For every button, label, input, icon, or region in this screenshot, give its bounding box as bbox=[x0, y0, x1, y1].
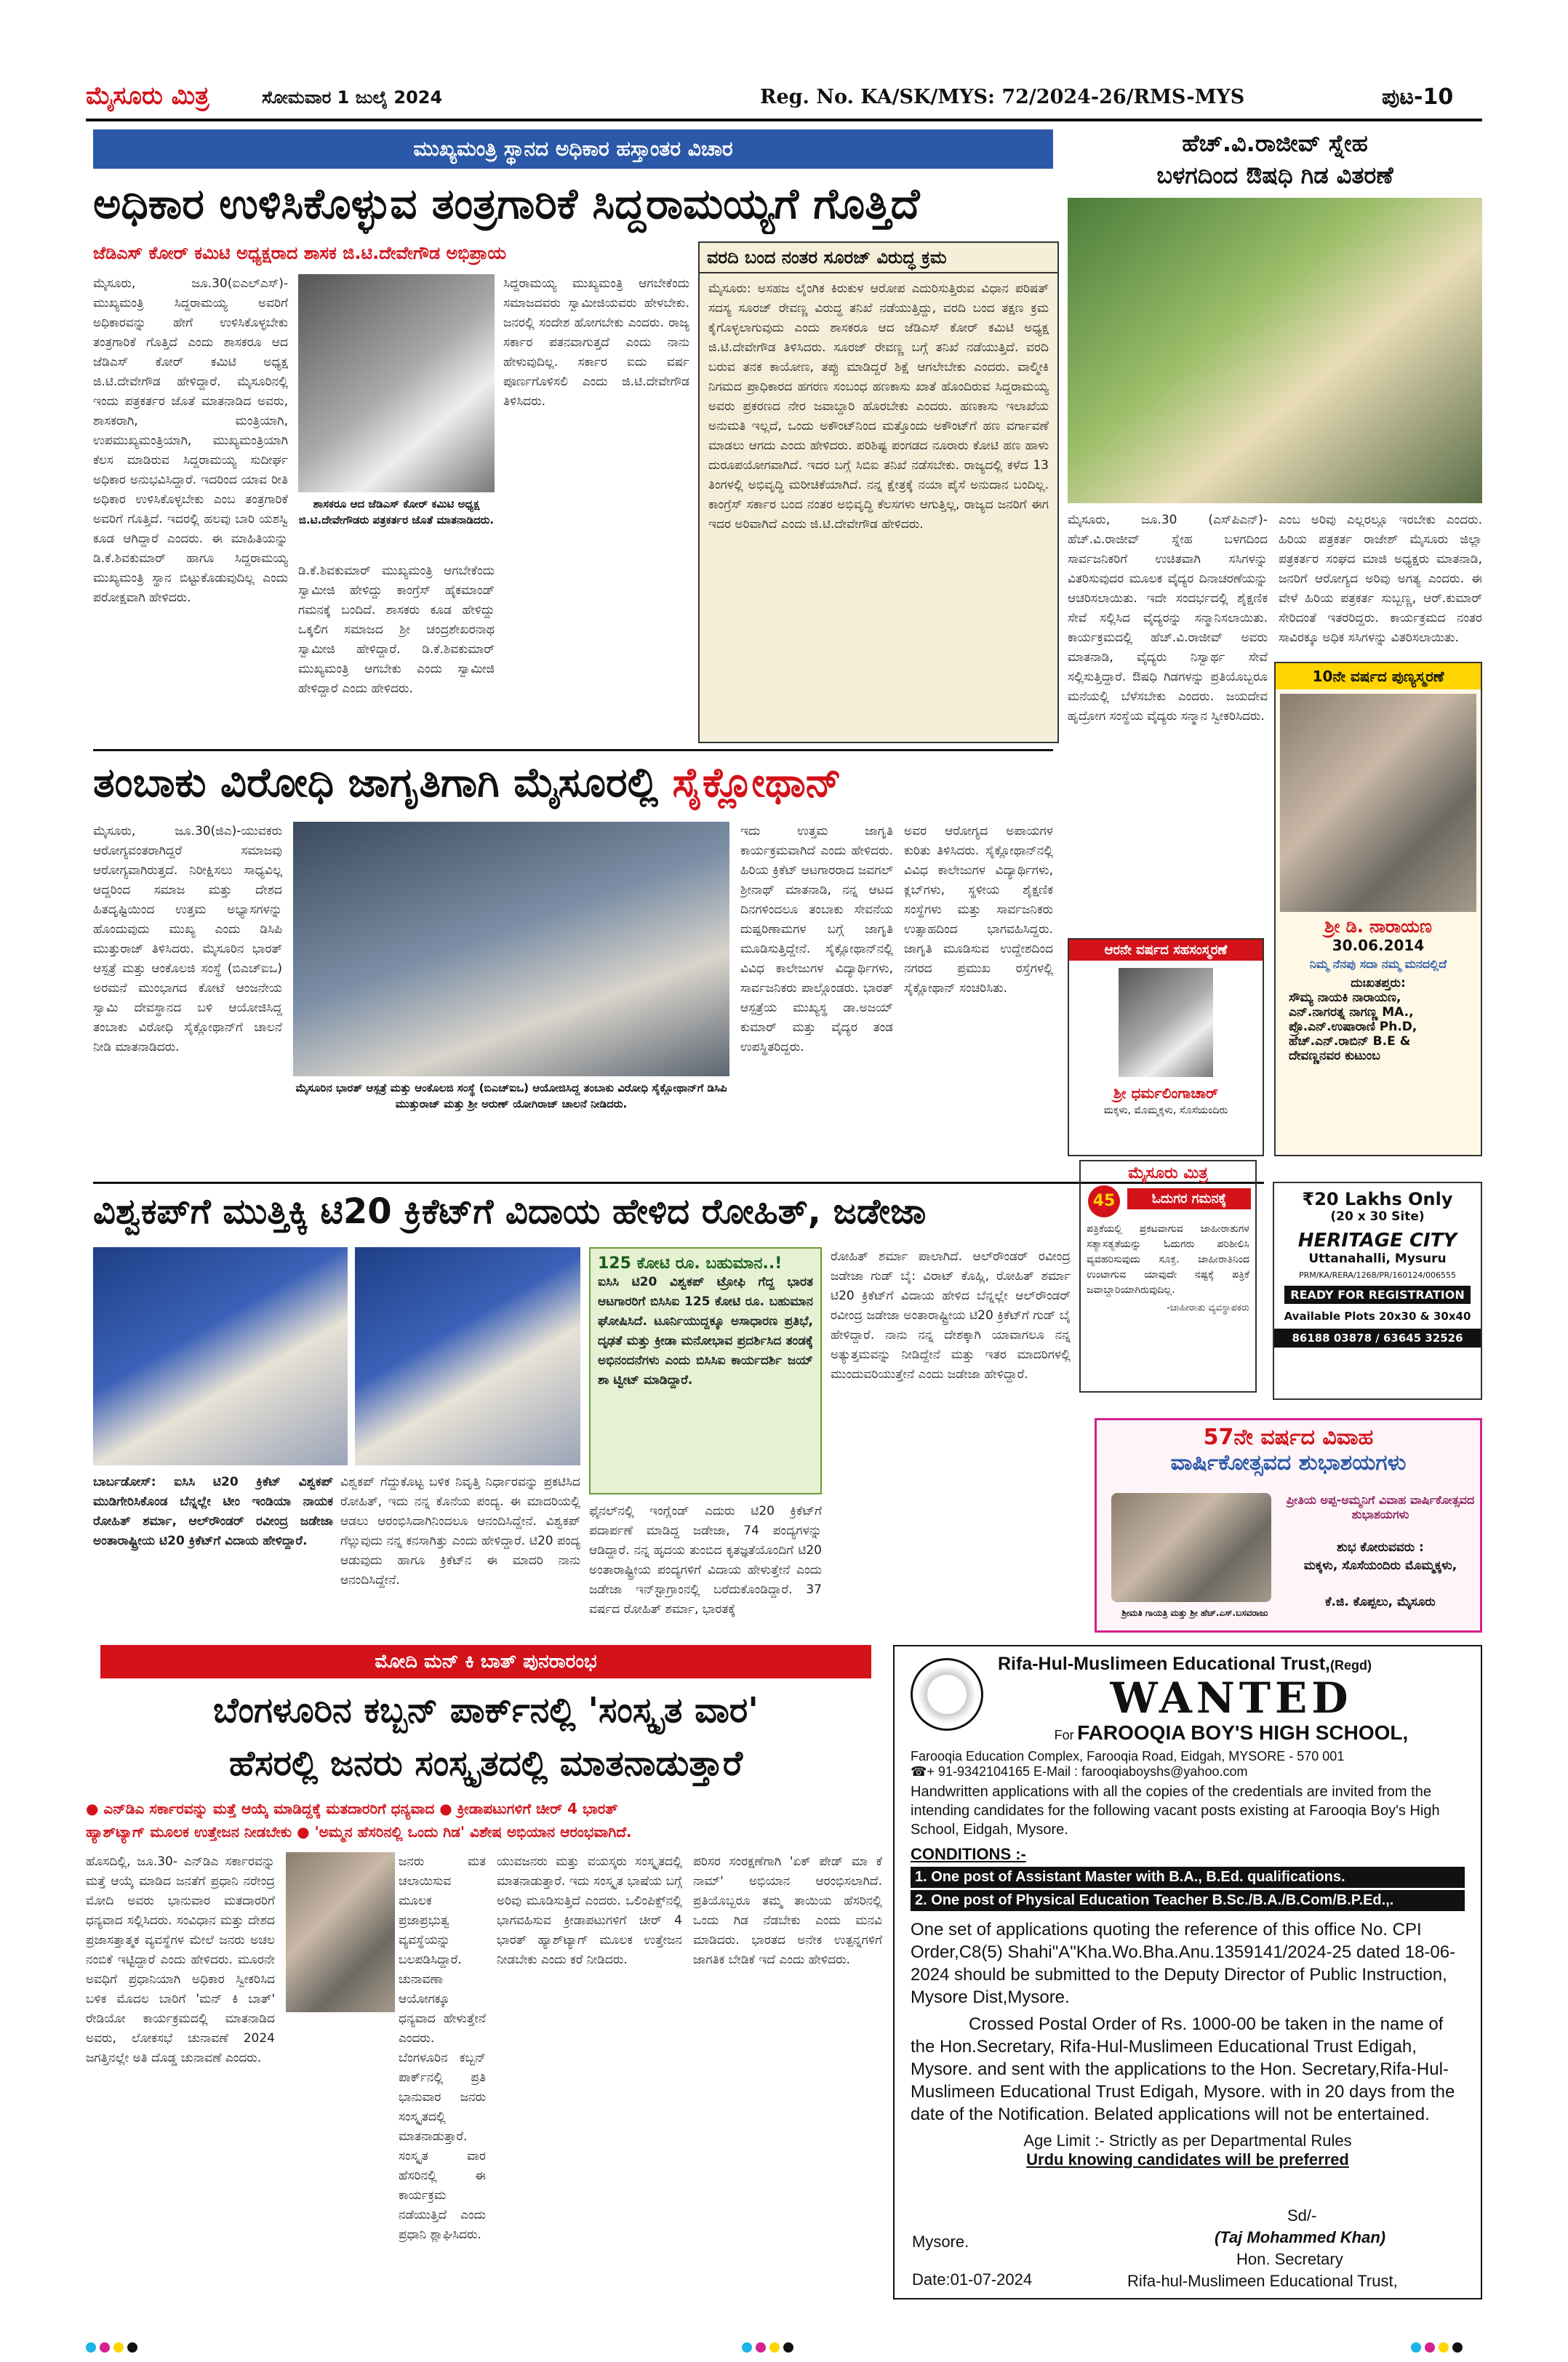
registration-marks-left bbox=[86, 2342, 137, 2355]
cricket-prize-box bbox=[589, 1247, 822, 1494]
wanted-hon-secretary: Hon. Secretary bbox=[1236, 2250, 1343, 2268]
prize-box-title: 125 ಕೋಟಿ ರೂ. ಬಹುಮಾನ..! bbox=[598, 1254, 783, 1273]
story-rajeev-plants bbox=[1068, 125, 1482, 724]
couple-photo bbox=[1111, 1493, 1271, 1602]
wanted-para-2: Crossed Postal Order of Rs. 1000-00 be taken in the name of the Hon.Secretary, Rifa-Hul-Muslimeen Educational Trust Edigah, Mysore. and sent with the applications to the Hon. Secretary,Rifa-Hul-Muslimeen Educational Trust Edigah, Mysore. with in 20 days from the date of the Notification. Belated applications will not be entertained. bbox=[911, 2014, 1455, 2124]
wanted-school: FAROOQIA BOY'S HIGH SCHOOL, bbox=[1077, 1721, 1409, 1744]
mkb-bullets-row-1 bbox=[86, 1798, 886, 1819]
wanted-post-2: 2. One post of Physical Education Teacher B.Sc./B.A./B.Com/B.P.Ed.,. bbox=[911, 1890, 1465, 1911]
cyclothon-headline-black: ತಂಬಾಕು ವಿರೋಧಿ ಜಾಗೃತಿಗಾಗಿ ಮೈಸೂರಲ್ಲಿ bbox=[93, 759, 658, 806]
mitra-notice-box bbox=[1079, 1160, 1257, 1393]
memorial-date: 30.06.2014 bbox=[1332, 937, 1425, 954]
rajeev-column-2: ಎಂಬ ಅರಿವು ಎಲ್ಲರಲ್ಲೂ ಇರಬೇಕು ಎಂದರು. ಹಿರಿಯ ಪತ್ರಕರ್ತ ರಾಜೇಶ್ ಮೈಸೂರು ಜಿಲ್ಲಾ ಪತ್ರಕರ್ತರ ಸಂಘದ ಮಾಜಿ ಅಧ್ಯಕ್ಷರು ಮಾತನಾಡಿ, ಜನರಿಗೆ ಆರೋಗ್ಯದ ಅರಿವು ಅಗತ್ಯ ಎಂದರು. ಈ ವೇಳೆ ಹಿರಿಯ ಪತ್ರಕರ್ತ ಸುಬ್ಬಣ್ಣ, ಆರ್.ಕುಮಾರ್ ಸೇರಿದಂತೆ ಇತರರಿದ್ದರು. ಕಾರ್ಯಕ್ರಮದ ನಂತರ ಸಾವಿರಕ್ಕೂ ಅಧಿಕ ಸಸಿಗಳನ್ನು ವಿತರಿಸಲಾಯಿತು. bbox=[1279, 513, 1482, 645]
heritage-place: Uttanahalli, Mysuru bbox=[1308, 1252, 1447, 1266]
cricket-column-2: ಫೈನಲ್‌ನಲ್ಲಿ ಇಂಗ್ಲೆಂಡ್ ಎದುರು ಟಿ20 ಕ್ರಿಕೆಟ್‌ಗೆ ಪದಾರ್ಪಣೆ ಮಾಡಿದ್ದ ಜಡೇಜಾ, 74 ಪಂದ್ಯಗಳನ್ನು ಆಡಿದ್ದಾರೆ. ನನ್ನ ಹೃದಯ ತುಂಬಿದ ಕೃತಜ್ಞತೆಯೊಂದಿಗೆ ಟಿ20 ಅಂತಾರಾಷ್ಟ್ರೀಯ ಪಂದ್ಯಗಳಿಗೆ ವಿದಾಯ ಹೇಳುತ್ತೇನೆ ಎಂದು ಜಡೇಜಾ ಇನ್‌ಸ್ಟಾಗ್ರಾಂನಲ್ಲಿ ಬರೆದುಕೊಂಡಿದ್ದಾರೆ. 37 ವರ್ಷದ ರೋಹಿತ್ ಶರ್ಮಾ, ಭಾರತಕ್ಕೆ bbox=[589, 1504, 822, 1617]
story1-column-1: ಮೈಸೂರು, ಜೂ.30(ಐಎಲ್‌ಎಸ್)- ಮುಖ್ಯಮಂತ್ರಿ ಸಿದ್ದರಾಮಯ್ಯ ಅವರಿಗೆ ಅಧಿಕಾರವನ್ನು ಹೇಗೆ ಉಳಿಸಿಕೊಳ್ಳಬೇಕು ತಂತ್ರಗಾರಿಕೆ ಗೊತ್ತಿದೆ ಎಂದು ಶಾಸಕರೂ ಆದ ಜೆಡಿಎಸ್ ಕೋರ್ ಕಮಿಟಿ ಅಧ್ಯಕ್ಷ ಜಿ.ಟಿ.ದೇವೇಗೌಡ ಹೇಳಿದ್ದಾರೆ. ಮೈಸೂರಿನಲ್ಲಿ ಇಂದು ಪತ್ರಕರ್ತರ ಜೊತೆ ಮಾತನಾಡಿದ ಅವರು, ಶಾಸಕರಾಗಿ, ಮಂತ್ರಿಯಾಗಿ, ಉಪಮುಖ್ಯಮಂತ್ರಿಯಾಗಿ, ಮುಖ್ಯಮಂತ್ರಿಯಾಗಿ ಕೆಲಸ ಮಾಡಿರುವ ಸಿದ್ದರಾಮಯ್ಯ ಸುದೀರ್ಘ ಅಧಿಕಾರ ಅನುಭವಿಸಿದ್ದಾರೆ. ಇದರಿಂದ ಯಾವ ರೀತಿ ಅಧಿಕಾರ ಉಳಿಸಿಕೊಳ್ಳಬೇಕು ಎಂಬ ತಂತ್ರಗಾರಿಕೆ ಅವರಿಗೆ ಗೊತ್ತಿದೆ. ಇದರಲ್ಲಿ ಹಲವು ಬಾರಿ ಯಶಸ್ವಿ ಕೂಡ ಆಗಿದ್ದಾರೆ ಎಂದರು. ಈ ಮಾಹಿತಿಯನ್ನು ಡಿ.ಕೆ.ಶಿವಕುಮಾರ್ ಹಾಗೂ ಸಿದ್ದರಾಮಯ್ಯ ಮುಖ್ಯಮಂತ್ರಿ ಸ್ಥಾನ ಬಿಟ್ಟುಕೊಡುವುದಿಲ್ಲ ಎಂದು ಪರೋಕ್ಷವಾಗಿ ಹೇಳಿದರು. bbox=[93, 276, 288, 605]
mkb-column-3: ಯುವಜನರು ಮತ್ತು ವಯಸ್ಕರು ಸಂಸ್ಕೃತದಲ್ಲಿ ಮಾತನಾಡುತ್ತಾರೆ. ಇದು ಸಂಸ್ಕೃತ ಭಾಷೆಯ ಬಗ್ಗೆ ಅರಿವು ಮೂಡಿಸುತ್ತಿದೆ ಎಂದರು. ಒಲಿಂಪಿಕ್ಸ್‌ನಲ್ಲಿ ಭಾಗವಹಿಸುವ ಕ್ರೀಡಾಪಟುಗಳಿಗೆ ಚೀರ್ 4 ಭಾರತ್ ಹ್ಯಾಶ್‌ಟ್ಯಾಗ್ ಮೂಲಕ ಉತ್ತೇಜನ ನೀಡಬೇಕು ಎಂದು ಕರೆ ನೀಡಿದರು. bbox=[497, 1854, 682, 1967]
rajeev-column-1: ಮೈಸೂರು, ಜೂ.30 (ಎಸ್‌ಪಿಎನ್)- ಹೆಚ್.ವಿ.ರಾಜೀವ್ ಸ್ನೇಹ ಬಳಗದಿಂದ ಸಾರ್ವಜನಿಕರಿಗೆ ಉಚಿತವಾಗಿ ಸಸಿಗಳನ್ನು ವಿತರಿಸುವುದರ ಮೂಲಕ ವೈದ್ಯರ ದಿನಾಚರಣೆಯನ್ನು ಆಚರಿಸಲಾಯಿತು. ಇದೇ ಸಂದರ್ಭದಲ್ಲಿ ಶೈಕ್ಷಣಿಕ ಸೇವೆ ಸಲ್ಲಿಸಿದ ವೈದ್ಯರನ್ನು ಸನ್ಮಾನಿಸಲಾಯಿತು. ಕಾರ್ಯಕ್ರಮದಲ್ಲಿ ಹೆಚ್.ವಿ.ರಾಜೀವ್ ಅವರು ಮಾತನಾಡಿ, ವೈದ್ಯರು ನಿಸ್ವಾರ್ಥ ಸೇವೆ ಸಲ್ಲಿಸುತ್ತಿದ್ದಾರೆ. ಔಷಧಿ ಗಿಡಗಳನ್ನು ಪ್ರತಿಯೊಬ್ಬರೂ ಮನೆಯಲ್ಲಿ ಬೆಳೆಸಬೇಕು ಎಂದರು. ಜಯದೇವ ಹೃದ್ರೋಗ ಸಂಸ್ಥೆಯ ವೈದ್ಯರು ಸನ್ಮಾನ ಸ್ವೀಕರಿಸಿದರು. bbox=[1068, 513, 1268, 724]
story1-subhead: ಜೆಡಿಎಸ್ ಕೋರ್ ಕಮಿಟಿ ಅಧ್ಯಕ್ಷರಾದ ಶಾಸಕ ಜಿ.ಟಿ.ದೇವೇಗೌಡ ಅಭಿಪ್ರಾಯ bbox=[93, 243, 507, 263]
mkb-column-1: ಹೊಸದಿಲ್ಲಿ, ಜೂ.30- ಎನ್‌ಡಿಎ ಸರ್ಕಾರವನ್ನು ಮತ್ತೆ ಆಯ್ಕೆ ಮಾಡಿದ ಜನತೆಗೆ ಪ್ರಧಾನಿ ನರೇಂದ್ರ ಮೋದಿ ಅವರು ಭಾನುವಾರ ಮತದಾರರಿಗೆ ಧನ್ಯವಾದ ಸಲ್ಲಿಸಿದರು. ಸಂವಿಧಾನ ಮತ್ತು ದೇಶದ ಪ್ರಜಾಸತ್ತಾತ್ಮಕ ವ್ಯವಸ್ಥೆಗಳ ಮೇಲೆ ಜನರು ಅಚಲ ನಂಬಿಕೆ ಇಟ್ಟಿದ್ದಾರೆ ಎಂದು ಹೇಳಿದರು. ಮೂರನೇ ಅವಧಿಗೆ ಪ್ರಧಾನಿಯಾಗಿ ಅಧಿಕಾರ ಸ್ವೀಕರಿಸಿದ ಬಳಿಕ ಮೊದಲ ಬಾರಿಗೆ 'ಮನ್ ಕಿ ಬಾತ್' ರೇಡಿಯೋ ಕಾರ್ಯಕ್ರಮದಲ್ಲಿ ಮಾತನಾಡಿದ ಅವರು, ಲೋಕಸಭೆ ಚುನಾವಣೆ 2024 ಜಗತ್ತಿನಲ್ಲೇ ಅತಿ ದೊಡ್ಡ ಚುನಾವಣೆ ಎಂದರು. bbox=[86, 1854, 275, 2065]
memorial-mourner-1: ಸೌಮ್ಯ ನಾಯಕಿ ನಾರಾಯಣ, bbox=[1289, 990, 1401, 1005]
wanted-para-1: One set of applications quoting the reference of this office No. CPI Order,C8(5) Shahi"A"Kha.Wo.Bha.Anu.1359141/2024-25 dated 18-06-2024 should be submitted to the Deputy Director of Public Instruction, Mysore Dist,Mysore. bbox=[911, 1920, 1456, 2007]
masthead bbox=[0, 0, 1568, 124]
bullet-dot-icon: ● bbox=[439, 1800, 452, 1817]
small-anniversary-line: ಮಕ್ಕಳು, ಮೊಮ್ಮಕ್ಕಳು, ಸೊಸೆಯಂದಿರು bbox=[1103, 1105, 1228, 1116]
story-cricket bbox=[86, 1164, 1257, 1633]
cyclothon-top-rule bbox=[93, 749, 1053, 751]
masthead-divider bbox=[86, 119, 1482, 121]
wedding-title-1: 57ನೇ ವರ್ಷದ ವಿವಾಹ bbox=[1203, 1425, 1374, 1450]
heritage-size: (20 x 30 Site) bbox=[1330, 1209, 1425, 1224]
cricket-photo-caption: ಬಾರ್ಬಡೋಸ್: ಐಸಿಸಿ ಟಿ20 ಕ್ರಿಕೆಟ್ ವಿಶ್ವಕಪ್ ಮುಡಿಗೇರಿಸಿಕೊಂಡ ಬೆನ್ನಲ್ಲೇ ಟೀಂ ಇಂಡಿಯಾ ನಾಯಕ ರೋಹಿತ್ ಶರ್ಮಾ, ಆಲ್‌ರೌಂಡರ್ ರವೀಂದ್ರ ಜಡೇಜಾ ಅಂತಾರಾಷ್ಟ್ರೀಯ ಟಿ20 ಕ್ರಿಕೆಟ್‌ಗೆ ವಿದಾಯ ಹೇಳಿದ್ದಾರೆ. bbox=[93, 1475, 333, 1548]
wanted-date: Date:01-07-2024 bbox=[912, 2270, 1033, 2289]
wanted-place: Mysore. bbox=[912, 2233, 969, 2251]
story1-kicker: ಮುಖ್ಯಮಂತ್ರಿ ಸ್ಥಾನದ ಅಧಿಕಾರ ಹಸ್ತಾಂತರ ವಿಚಾರ bbox=[93, 129, 1053, 169]
story-cyclothon bbox=[86, 749, 1060, 1164]
wanted-ad bbox=[893, 1645, 1482, 2299]
heritage-name: HERITAGE CITY bbox=[1297, 1230, 1457, 1252]
narayana-photo bbox=[1280, 694, 1476, 912]
wedding-anniversary-ad bbox=[1095, 1418, 1482, 1633]
mkb-bullet-3: ಹ್ಯಾಶ್‌ಟ್ಯಾಗ್ ಮೂಲಕ ಉತ್ತೇಜನ ನೀಡಬೇಕು bbox=[86, 1823, 292, 1841]
masthead-logo: ಮೈಸೂರು ಮಿತ್ರ bbox=[86, 81, 209, 111]
mitra-box-sign: -ಜಾಹೀರಾತು ವ್ಯವಸ್ಥಾಪಕರು bbox=[1167, 1302, 1249, 1313]
story1-headline: ಅಧಿಕಾರ ಉಳಿಸಿಕೊಳ್ಳುವ ತಂತ್ರಗಾರಿಕೆ ಸಿದ್ದರಾಮಯ್ಯಗೆ ಗೊತ್ತಿದೆ bbox=[93, 179, 920, 228]
prize-box-body: ಐಸಿಸಿ ಟಿ20 ವಿಶ್ವಕಪ್ ಟ್ರೋಫಿ ಗೆದ್ದ ಭಾರತ ಆಟಗಾರರಿಗೆ ಬಿಸಿಸಿಐ 125 ಕೋಟಿ ರೂ. ಬಹುಮಾನ ಘೋಷಿಸಿದೆ. ಟೂರ್ನಿಯುದ್ದಕ್ಕೂ ಅಸಾಧಾರಣ ಪ್ರತಿಭೆ, ದೃಢತೆ ಮತ್ತು ಕ್ರೀಡಾ ಮನೋಭಾವ ಪ್ರದರ್ಶಿಸಿದ ತಂಡಕ್ಕೆ ಅಭಿನಂದನೆಗಳು ಎಂದು ಬಿಸಿಸಿಐ ಕಾರ್ಯದರ್ಶಿ ಜಯ್ ಶಾ ಟ್ವೀಟ್ ಮಾಡಿದ್ದಾರೆ. bbox=[598, 1275, 813, 1388]
memorial-mourner-4: ಹೆಚ್.ಎನ್.ರಾಬಿನ್ B.E & bbox=[1289, 1034, 1411, 1049]
wanted-trust-regd: (Regd) bbox=[1330, 1658, 1372, 1673]
gt-devegowda-photo bbox=[298, 274, 495, 492]
suraj-headline: ವರದಿ ಬಂದ ನಂತರ ಸೂರಜ್ ವಿರುದ್ಧ ಕ್ರಮ bbox=[700, 243, 1057, 273]
wedding-text-2: ಶುಭ ಕೋರುವವರು : bbox=[1337, 1540, 1424, 1555]
mkb-bullet-4: 'ಅಮ್ಮನ ಹೆಸರಿನಲ್ಲಿ ಒಂದು ಗಿಡ' ವಿಶೇಷ ಅಭಿಯಾನ ಆರಂಭವಾಗಿದೆ. bbox=[314, 1823, 632, 1841]
wanted-sd: Sd/- bbox=[1287, 2206, 1317, 2225]
suraj-body: ಮೈಸೂರು: ಅಸಹಜ ಲೈಂಗಿಕ ಕಿರುಕುಳ ಆರೋಪ ಎದುರಿಸುತ್ತಿರುವ ವಿಧಾನ ಪರಿಷತ್ ಸದಸ್ಯ ಸೂರಜ್ ರೇವಣ್ಣ ವಿರುದ್ಧ ತನಿಖೆ ನಡೆಯುತ್ತಿದ್ದು, ವರದಿ ಬಂದ ತಕ್ಷಣ ಕ್ರಮ ಕೈಗೊಳ್ಳಲಾಗುವುದು ಎಂದು ಶಾಸಕರೂ ಆದ ಜೆಡಿಎಸ್ ಕೋರ್ ಕಮಿಟಿ ಅಧ್ಯಕ್ಷ ಜಿ.ಟಿ.ದೇವೇಗೌಡ ತಿಳಿಸಿದರು. ಸೂರಜ್ ರೇವಣ್ಣ ಬಗ್ಗೆ ತನಿಖೆ ನಡೆಯುತ್ತಿದೆ. ವರದಿ ಬರುವ ತನಕ ಕಾಯೋಣ, ತಪ್ಪು ಮಾಡಿದ್ದರೆ ಶಿಕ್ಷೆ ಆಗಲೇಬೇಕು ಎಂದರು. ವಾಲ್ಮೀಕಿ ನಿಗಮದ ಪ್ರಾಧಿಕಾರದ ಹಗರಣ ಸಂಬಂಧ ಹಣಕಾಸು ಖಾತೆ ಹೊಂದಿರುವ ಸಿದ್ದರಾಮಯ್ಯ ಅವರು ಪ್ರಕರಣದ ನೇರ ಜವಾಬ್ದಾರಿ ಹೊರಬೇಕು ಎಂದರು. ಹಣಕಾಸು ಇಲಾಖೆಯ ಅನುಮತಿ ಇಲ್ಲದೆ, ಒಂದು ಅಕೌಂಟ್‌ನಿಂದ ಮತ್ತೊಂದು ಅಕೌಂಟ್‌ಗೆ ಹಣ ವರ್ಗಾವಣೆ ಮಾಡಲು ಆಗದು ಎಂದು ಹೇಳಿದರು. ಪರಿಶಿಷ್ಟ ಪಂಗಡದ ನೂರಾರು ಕೋಟಿ ಹಣ ಹಾಳು ದುರೂಪಯೋಗವಾಗಿದೆ. ಇದರ ಬಗ್ಗೆ ಸಿಬಿಐ ತನಿಖೆ ನಡೆಸಬೇಕು. ರಾಜ್ಯದಲ್ಲಿ ಕಳೆದ 13 ತಿಂಗಳಲ್ಲಿ ಅಭಿವೃದ್ಧಿ ಮರೀಚಿಕೆಯಾಗಿದೆ. ನನ್ನ ಕ್ಷೇತ್ರಕ್ಕೆ ನಯಾ ಪೈಸೆ ಅನುದಾನ ಬಂದಿಲ್ಲ. ಕಾಂಗ್ರೆಸ್ ಸರ್ಕಾರ ಬಂದ ನಂತರ ಅಭಿವೃದ್ಧಿ ಕೆಲಸಗಳು ಆಗುತ್ತಿಲ್ಲ, ರಾಜ್ಯದ ಜನರಿಗೆ ಈಗ ಇದರ ಅರಿವಾಗಿದೆ ಎಂದು ಜಿ.ಟಿ.ದೇವೇಗೌಡ ಹೇಳಿದರು. bbox=[708, 281, 1049, 532]
mkb-column-2: ಜನರು ಮತ ಚಲಾಯಿಸುವ ಮೂಲಕ ಪ್ರಜಾಪ್ರಭುತ್ವ ವ್ಯವಸ್ಥೆಯನ್ನು ಬಲಪಡಿಸಿದ್ದಾರೆ. ಚುನಾವಣಾ ಆಯೋಗಕ್ಕೂ ಧನ್ಯವಾದ ಹೇಳುತ್ತೇನೆ ಎಂದರು. ಬೆಂಗಳೂರಿನ ಕಬ್ಬನ್ ಪಾರ್ಕ್‌ನಲ್ಲಿ ಪ್ರತಿ ಭಾನುವಾರ ಜನರು ಸಂಸ್ಕೃತದಲ್ಲಿ ಮಾತನಾಡುತ್ತಾರೆ. ಸಂಸ್ಕೃತ ವಾರ ಹೆಸರಿನಲ್ಲಿ ಈ ಕಾರ್ಯಕ್ರಮ ನಡೆಯುತ್ತಿದೆ ಎಂದು ಪ್ರಧಾನಿ ಶ್ಲಾಘಿಸಿದರು. bbox=[399, 1854, 486, 2242]
story1-column-2: ಡಿ.ಕೆ.ಶಿವಕುಮಾರ್ ಮುಖ್ಯಮಂತ್ರಿ ಆಗಬೇಕೆಂದು ಸ್ವಾಮೀಜಿ ಹೇಳಿದ್ದು ಕಾಂಗ್ರೆಸ್ ಹೈಕಮಾಂಡ್ ಗಮನಕ್ಕೆ ಬಂದಿದೆ. ಶಾಸಕರು ಕೂಡ ಹೇಳಿದ್ದು ಒಕ್ಕಲಿಗ ಸಮಾಜದ ಶ್ರೀ ಚಂದ್ರಶೇಖರನಾಥ ಸ್ವಾಮೀಜಿ ಹೇಳಿದ್ದಾರೆ. ಡಿ.ಕೆ.ಶಿವಕುಮಾರ್ ಮುಖ್ಯಮಂತ್ರಿ ಆಗಬೇಕು ಎಂದು ಸ್ವಾಮೀಜಿ ಹೇಳಿದ್ದಾರೆ ಎಂದು ಹೇಳಿದರು. bbox=[298, 564, 495, 696]
trust-emblem-icon bbox=[911, 1658, 983, 1731]
wanted-post-1: 1. One post of Assistant Master with B.A., B.Ed. qualifications. bbox=[911, 1867, 1465, 1888]
rajeev-photo bbox=[1068, 198, 1482, 503]
story-power-retention bbox=[86, 125, 1060, 750]
mitra-box-badge: 45 bbox=[1088, 1185, 1120, 1217]
rohit-photo bbox=[93, 1247, 348, 1465]
rajeev-headline-1: ಹೆಚ್.ವಿ.ರಾಜೀವ್ ಸ್ನೇಹ bbox=[1182, 129, 1368, 157]
rajeev-headline-2: ಬಳಗದಿಂದ ಔಷಧಿ ಗಿಡ ವಿತರಣೆ bbox=[1156, 161, 1393, 189]
memorial-mourner-5: ದೇವಣ್ಣನವರ ಕುಟುಂಬ bbox=[1289, 1049, 1380, 1063]
memorial-tagline: ನಿಮ್ಮ ನೆನಪು ಸದಾ ನಮ್ಮ ಮನದಲ್ಲಿದೆ bbox=[1309, 957, 1447, 971]
mitra-box-body: ಪತ್ರಿಕೆಯಲ್ಲಿ ಪ್ರಕಟವಾಗುವ ಜಾಹೀರಾತುಗಳ ಸತ್ಯಾಸತ್ಯತೆಯನ್ನು ಓದುಗರು ಪರಿಶೀಲಿಸಿ ವ್ಯವಹರಿಸುವುದು ಸೂಕ್ತ. ಜಾಹೀರಾತಿನಿಂದ ಉಂಟಾಗುವ ಯಾವುದೇ ನಷ್ಟಕ್ಕೆ ಪತ್ರಿಕೆ ಜವಾಬ್ದಾರಿಯಾಗಿರುವುದಿಲ್ಲ. bbox=[1087, 1223, 1249, 1296]
heritage-plots: Available Plots 20x30 & 30x40 bbox=[1284, 1310, 1471, 1323]
memorial-mourner-3: ಪ್ರೊ.ಎನ್.ಉಷಾರಾಣಿ Ph.D, bbox=[1289, 1020, 1417, 1034]
cyclothon-headline bbox=[93, 755, 1053, 812]
modi-photo bbox=[286, 1852, 395, 2012]
registration-marks-center bbox=[742, 2342, 793, 2355]
wanted-signatory: (Taj Mohammed Khan) bbox=[1215, 2228, 1386, 2246]
memorial-box bbox=[1274, 662, 1482, 1156]
memorial-name: ಶ್ರೀ ಡಿ. ನಾರಾಯಣ bbox=[1324, 916, 1432, 937]
wanted-address: Farooqia Education Complex, Farooqia Road, Eidgah, MYSORE - 570 001 bbox=[911, 1749, 1345, 1764]
wanted-trust-name: Rifa-Hul-Muslimeen Educational Trust, bbox=[998, 1654, 1330, 1674]
cyclothon-photo bbox=[293, 822, 729, 1076]
cyclothon-photo-caption: ಮೈಸೂರಿನ ಭಾರತ್ ಆಸ್ಪತ್ರೆ ಮತ್ತು ಆಂಕೊಲಜಿ ಸಂಸ್ಥೆ (ಬಿಎಚ್‌ಐಒ) ಆಯೋಜಿಸಿದ್ದ ತಂಬಾಕು ವಿರೋಧಿ ಸೈಕ್ಲೋಥಾನ್‌ಗೆ ಡಿಸಿಪಿ ಮುತ್ತುರಾಜ್ ಮತ್ತು ಶ್ರೀ ಅರುಣ್ ಯೋಗಿರಾಜ್ ಚಾಲನೆ ನೀಡಿದರು. bbox=[293, 1080, 729, 1138]
heritage-ready: READY FOR REGISTRATION bbox=[1284, 1286, 1471, 1304]
wanted-age-limit: Age Limit :- Strictly as per Departmental Rules bbox=[1023, 2131, 1352, 2150]
story-mann-ki-baat bbox=[86, 1645, 886, 2299]
wedding-text-3: ಮಕ್ಕಳು, ಸೊಸೆಯಂದಿರು ಮೊಮ್ಮಕ್ಕಳು, bbox=[1303, 1558, 1457, 1573]
mkb-column-4: ಪರಿಸರ ಸಂರಕ್ಷಣೆಗಾಗಿ 'ಏಕ್ ಪೇಡ್ ಮಾ ಕೆ ನಾಮ್' ಅಭಿಯಾನ ಆರಂಭಿಸಲಾಗಿದೆ. ಪ್ರತಿಯೊಬ್ಬರೂ ತಮ್ಮ ತಾಯಿಯ ಹೆಸರಿನಲ್ಲಿ ಒಂದು ಗಿಡ ನೆಡಬೇಕು ಎಂದು ಮನವಿ ಮಾಡಿದರು. ಭಾರತದ ಅನೇಕ ಉತ್ಪನ್ನಗಳಿಗೆ ಜಾಗತಿಕ ಬೇಡಿಕೆ ಇದೆ ಎಂದು ಹೇಳಿದರು. bbox=[693, 1854, 882, 1967]
heritage-price: ₹20 Lakhs Only bbox=[1302, 1189, 1453, 1209]
wanted-for: For bbox=[1054, 1728, 1074, 1742]
wanted-intro: Handwritten applications with all the copies of the credentials are invited from the intending candidates for the following vacant posts existing at Farooqia Boy's High School, Eidgah, Mysore. bbox=[911, 1784, 1440, 1838]
wedding-title-2: ವಾರ್ಷಿಕೋತ್ಸವದ ಶುಭಾಶಯಗಳು bbox=[1170, 1450, 1407, 1476]
mkb-bullets-row-2 bbox=[86, 1821, 886, 1843]
mkb-headline-2: ಹೆಸರಲ್ಲಿ ಜನರು ಸಂಸ್ಕೃತದಲ್ಲಿ ಮಾತನಾಡುತ್ತಾರೆ bbox=[228, 1743, 743, 1784]
cricket-column-3: ರೋಹಿತ್ ಶರ್ಮಾ ಪಾಲಾಗಿದೆ. ಆಲ್‌ರೌಂಡರ್ ರವೀಂದ್ರ ಜಡೇಜಾ ಗುಡ್ ಬೈ: ವಿರಾಟ್ ಕೊಹ್ಲಿ, ರೋಹಿತ್ ಶರ್ಮಾ ಟಿ20 ಕ್ರಿಕೆಟ್‌ಗೆ ವಿದಾಯ ಹೇಳಿದ ಬೆನ್ನಲ್ಲೇ ಆಲ್‌ರೌಂಡರ್ ರವೀಂದ್ರ ಜಡೇಜಾ ಅಂತಾರಾಷ್ಟ್ರೀಯ ಟಿ20 ಕ್ರಿಕೆಟ್‌ಗೆ ಗುಡ್ ಬೈ ಹೇಳಿದ್ದಾರೆ. ನಾನು ನನ್ನ ದೇಶಕ್ಕಾಗಿ ಯಾವಾಗಲೂ ನನ್ನ ಅತ್ಯುತ್ತಮವನ್ನು ನೀಡಿದ್ದೇನೆ ಮತ್ತು ಇತರ ಮಾದರಿಗಳಲ್ಲಿ ಮುಂದುವರಿಯುತ್ತೇನೆ ಎಂದು ಜಡೇಜಾ ಹೇಳಿದ್ದಾರೆ. bbox=[831, 1249, 1071, 1382]
mitra-box-title: ಓದುಗರ ಗಮನಕ್ಕೆ bbox=[1127, 1188, 1251, 1209]
bullet-dot-icon: ● bbox=[86, 1800, 99, 1817]
jadeja-photo bbox=[355, 1247, 580, 1465]
masthead-date: ಸೋಮವಾರ 1 ಜುಲೈ 2024 bbox=[262, 87, 443, 108]
registration-marks-right bbox=[1411, 2342, 1463, 2355]
mitra-box-logo: ಮೈಸೂರು ಮಿತ್ರ bbox=[1128, 1164, 1208, 1182]
mkb-headline-1: ಬೆಂಗಳೂರಿನ ಕಬ್ಬನ್ ಪಾರ್ಕ್‌ನಲ್ಲಿ 'ಸಂಸ್ಕೃತ ವಾರ' bbox=[213, 1690, 759, 1731]
death-anniversary-small bbox=[1068, 938, 1264, 1156]
cyclothon-headline-red: ಸೈಕ್ಲೋಥಾನ್ bbox=[672, 759, 842, 806]
memorial-mourners-title: ದುಃಖತಪ್ತರು: bbox=[1351, 976, 1406, 990]
masthead-reg: Reg. No. KA/SK/MYS: 72/2024-26/RMS-MYS bbox=[760, 86, 1245, 108]
small-anniversary-name: ಶ್ರೀ ಧರ್ಮಲಿಂಗಾಚಾರ್ bbox=[1113, 1084, 1219, 1102]
masthead-page-number: ಪುಟ-10 bbox=[1382, 84, 1454, 110]
dharmalingachar-photo bbox=[1119, 968, 1213, 1077]
heritage-rera: PRM/KA/RERA/1268/PR/160124/006555 bbox=[1298, 1270, 1457, 1280]
wanted-trust-footer: Rifa-hul-Muslimeen Educational Trust, bbox=[1127, 2272, 1398, 2290]
story1-photo-caption: ಶಾಸಕರೂ ಆದ ಜೆಡಿಎಸ್ ಕೋರ್ ಕಮಿಟಿ ಅಧ್ಯಕ್ಷ ಜಿ.ಟಿ.ದೇವೇಗೌಡರು ಪತ್ರಕರ್ತರ ಜೊತೆ ಮಾತನಾಡಿದರು. bbox=[298, 496, 495, 554]
cricket-column-1: ವಿಶ್ವಕಪ್ ಗೆದ್ದುಕೊಟ್ಟ ಬಳಿಕ ನಿವೃತ್ತಿ ನಿರ್ಧಾರವನ್ನು ಪ್ರಕಟಿಸಿದ ರೋಹಿತ್, ಇದು ನನ್ನ ಕೊನೆಯ ಪಂದ್ಯ. ಈ ಮಾದರಿಯಲ್ಲಿ ಆಡಲು ಆರಂಭಿಸಿದಾಗಿನಿಂದಲೂ ಆನಂದಿಸಿದ್ದೇನೆ. ವಿಶ್ವಕಪ್ ಗೆಲ್ಲುವುದು ನನ್ನ ಕನಸಾಗಿತ್ತು ಎಂದು ಹೇಳಿದ್ದಾರೆ. ಟಿ20 ಪಂದ್ಯ ಆಡುವುದು ಹಾಗೂ ಕ್ರಿಕೆಟ್‌ನ ಈ ಮಾದರಿ ನಾನು ಆನಂದಿಸಿದ್ದೇನೆ. bbox=[340, 1475, 580, 1588]
wanted-contact: ☎+ 91-9342104165 E-Mail : farooqiaboyshs@yahoo.com bbox=[911, 1764, 1248, 1779]
mkb-kicker: ಮೋದಿ ಮನ್ ಕಿ ಬಾತ್ ಪುನರಾರಂಭ bbox=[100, 1645, 871, 1678]
small-anniversary-title: ಆರನೇ ವರ್ಷದ ಸಹಸಂಸ್ಮರಣೆ bbox=[1069, 940, 1263, 961]
wanted-conditions-title: CONDITIONS :- bbox=[911, 1845, 1026, 1863]
heritage-city-ad bbox=[1273, 1182, 1482, 1400]
suraj-box bbox=[698, 241, 1059, 743]
wanted-heading: WANTED bbox=[1110, 1673, 1353, 1723]
mkb-bullet-2: ಕ್ರೀಡಾಪಟುಗಳಿಗೆ ಚೀರ್ 4 ಭಾರತ್ bbox=[457, 1800, 618, 1817]
cyclothon-column-2: ಇದು ಉತ್ತಮ ಜಾಗೃತಿ ಕಾರ್ಯಕ್ರಮವಾಗಿದೆ ಎಂದು ಹೇಳಿದರು. ಹಿರಿಯ ಕ್ರಿಕೆಟ್ ಆಟಗಾರರಾದ ಜವಗಲ್ ಶ್ರೀನಾಥ್ ಮಾತನಾಡಿ, ನನ್ನ ಆಟದ ದಿನಗಳಿಂದಲೂ ತಂಬಾಕು ಸೇವನೆಯ ದುಷ್ಪರಿಣಾಮಗಳ ಬಗ್ಗೆ ಜಾಗೃತಿ ಮೂಡಿಸುತ್ತಿದ್ದೇನೆ. ಸೈಕ್ಲೋಥಾನ್‌ನಲ್ಲಿ ವಿವಿಧ ಕಾಲೇಜುಗಳ ವಿದ್ಯಾರ್ಥಿಗಳು, ಸಾರ್ವಜನಿಕರು ಪಾಲ್ಗೊಂಡರು. ಭಾರತ್ ಆಸ್ಪತ್ರೆಯ ಮುಖ್ಯಸ್ಥ ಡಾ.ಅಜಯ್ ಕುಮಾರ್ ಮತ್ತು ವೈದ್ಯರ ತಂಡ ಉಪಸ್ಥಿತರಿದ್ದರು. bbox=[740, 824, 893, 1054]
wanted-urdu: Urdu knowing candidates will be preferred bbox=[1026, 2150, 1349, 2169]
wedding-couple-names: ಶ್ರೀಮತಿ ಗಾಯತ್ರಿ ಮತ್ತು ಶ್ರೀ ಹೆಚ್.ಎಸ್.ಬಸವರಾಜು bbox=[1121, 1608, 1268, 1618]
memorial-mourner-2: ಎನ್.ನಾಗರತ್ನ ನಾಗಣ್ಣ MA., bbox=[1289, 1005, 1414, 1020]
cyclothon-column-1: ಮೈಸೂರು, ಜೂ.30(ಜಿಎ)-ಯುವಕರು ಆರೋಗ್ಯವಂತರಾಗಿದ್ದರೆ ಸಮಾಜವು ಆರೋಗ್ಯವಾಗಿರುತ್ತದೆ. ನಿರೀಕ್ಷಿಸಲು ಸಾಧ್ಯವಿಲ್ಲ ಆದ್ದರಿಂದ ಸಮಾಜ ಮತ್ತು ದೇಶದ ಹಿತದೃಷ್ಟಿಯಿಂದ ಉತ್ತಮ ಅಭ್ಯಾಸಗಳನ್ನು ಹೊಂದುವುದು ಮುಖ್ಯ ಎಂದು ಡಿಸಿಪಿ ಮುತ್ತುರಾಜ್ ತಿಳಿಸಿದರು. ಮೈಸೂರಿನ ಭಾರತ್ ಆಸ್ಪತ್ರೆ ಮತ್ತು ಆಂಕೊಲಜಿ ಸಂಸ್ಥೆ (ಬಿಎಚ್‌ಐಒ) ಅರಮನೆ ಮುಂಭಾಗದ ಕೋಟೆ ಆಂಜನೇಯ ಸ್ವಾಮಿ ದೇವಸ್ಥಾನದ ಬಳಿ ಆಯೋಜಿಸಿದ್ದ ತಂಬಾಕು ವಿರೋಧಿ ಸೈಕ್ಲೋಥಾನ್‌ಗೆ ಚಾಲನೆ ನೀಡಿ ಮಾತನಾಡಿದರು. bbox=[93, 824, 282, 1054]
wedding-text-4: ಕೆ.ಜಿ. ಕೊಪ್ಪಲು, ಮೈಸೂರು bbox=[1325, 1595, 1436, 1609]
mkb-bullet-1: ಎನ್‌ಡಿಎ ಸರ್ಕಾರವನ್ನು ಮತ್ತೆ ಆಯ್ಕೆ ಮಾಡಿದ್ದಕ್ಕೆ ಮತದಾರರಿಗೆ ಧನ್ಯವಾದ bbox=[103, 1800, 435, 1817]
bullet-dot-icon: ● bbox=[297, 1823, 310, 1841]
cyclothon-column-3: ಅವರ ಆರೋಗ್ಯದ ಅಪಾಯಗಳ ಕುರಿತು ತಿಳಿಸಿದರು. ಸೈಕ್ಲೋಥಾನ್‌ನಲ್ಲಿ ವಿವಿಧ ಕಾಲೇಜುಗಳ ವಿದ್ಯಾರ್ಥಿಗಳು, ಕ್ಲಬ್‌ಗಳು, ಸ್ಥಳೀಯ ಶೈಕ್ಷಣಿಕ ಸಂಸ್ಥೆಗಳು ಮತ್ತು ಸಾರ್ವಜನಿಕರು ಉತ್ಸಾಹದಿಂದ ಭಾಗವಹಿಸಿದ್ದರು. ಜಾಗೃತಿ ಮೂಡಿಸುವ ಉದ್ದೇಶದಿಂದ ನಗರದ ಪ್ರಮುಖ ರಸ್ತೆಗಳಲ್ಲಿ ಸೈಕ್ಲೋಥಾನ್ ಸಂಚರಿಸಿತು. bbox=[904, 824, 1053, 996]
story1-column-3: ಸಿದ್ದರಾಮಯ್ಯ ಮುಖ್ಯಮಂತ್ರಿ ಆಗಬೇಕೆಂದು ಸಮಾಜದವರು ಸ್ವಾಮೀಜಿಯವರು ಹೇಳಬೇಕು. ಜನರಲ್ಲಿ ಸಂದೇಶ ಹೋಗಬೇಕು ಎಂದರು. ರಾಜ್ಯ ಸರ್ಕಾರ ಪತನವಾಗುತ್ತದೆ ಎಂದು ನಾನು ಹೇಳುವುದಿಲ್ಲ. ಸರ್ಕಾರ ಐದು ವರ್ಷ ಪೂರ್ಣಗೊಳಿಸಲಿ ಎಂದು ಜಿ.ಟಿ.ದೇವೇಗೌಡ ತಿಳಿಸಿದರು. bbox=[503, 276, 689, 409]
heritage-phone: 86188 03878 / 63645 32526 bbox=[1274, 1329, 1481, 1348]
memorial-title: 10ನೇ ವರ್ಷದ ಪುಣ್ಯಸ್ಮರಣೆ bbox=[1276, 663, 1481, 689]
cricket-headline: ವಿಶ್ವಕಪ್‌ಗೆ ಮುತ್ತಿಕ್ಕಿ ಟಿ20 ಕ್ರಿಕೆಟ್‌ಗೆ ವಿದಾಯ ಹೇಳಿದ ರೋಹಿತ್, ಜಡೇಜಾ bbox=[93, 1191, 927, 1232]
wedding-text-1: ಪ್ರೀತಿಯ ಅಪ್ಪ-ಅಮ್ಮನಿಗೆ ವಿವಾಹ ವಾರ್ಷಿಕೋತ್ಸವದ ಶುಭಾಶಯಗಳು bbox=[1286, 1493, 1475, 1521]
